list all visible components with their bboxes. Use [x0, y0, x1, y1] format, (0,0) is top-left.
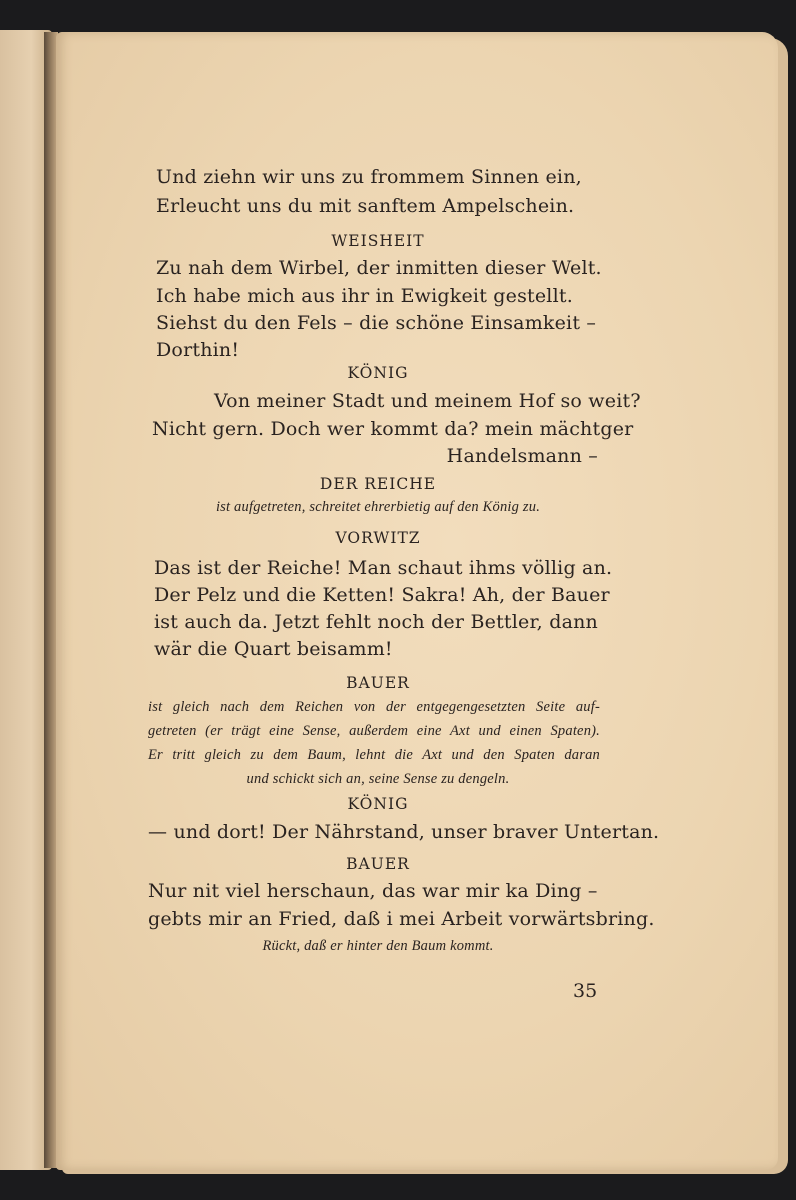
verse-line: — und dort! Der Nährstand, unser braver Untertan.: [148, 821, 660, 843]
speaker-name: KÖNIG: [347, 795, 409, 813]
speaker-name: VORWITZ: [335, 529, 421, 547]
speaker-name: KÖNIG: [347, 364, 409, 382]
verse-line: Von meiner Stadt und meinem Hof so weit?: [214, 390, 641, 412]
verse-line: Erleucht uns du mit sanftem Ampelschein.: [156, 195, 575, 217]
book-page: [56, 32, 778, 1170]
verse-line: Dorthin!: [156, 339, 240, 361]
verse-line: gebts mir an Fried, daß i mei Arbeit vorwärtsbring.: [148, 908, 655, 930]
verse-line: Nur nit viel herschaun, das war mir ka Ding –: [148, 880, 598, 902]
speaker-name: DER REICHE: [319, 475, 437, 493]
verse-line: Nicht gern. Doch wer kommt da? mein mächtger: [152, 418, 634, 440]
speaker-name: WEISHEIT: [331, 232, 425, 250]
stage-direction: Er tritt gleich zu dem Baum, lehnt die Axt und den Spaten daran: [148, 747, 600, 763]
page-number: 35: [573, 980, 598, 1002]
stage-direction: getreten (er trägt eine Sense, außerdem eine Axt und einen Spaten).: [148, 723, 600, 739]
verse-line: ist auch da. Jetzt fehlt noch der Bettler, dann: [154, 611, 598, 633]
verse-line: Das ist der Reiche! Man schaut ihms völlig an.: [154, 557, 613, 579]
speaker-name: BAUER: [346, 855, 410, 873]
verse-line: Der Pelz und die Ketten! Sakra! Ah, der Bauer: [154, 584, 610, 606]
verse-line: Ich habe mich aus ihr in Ewigkeit gestellt.: [156, 285, 573, 307]
stage-direction: und schickt sich an, seine Sense zu dengeln.: [246, 771, 510, 787]
verse-line: Siehst du den Fels – die schöne Einsamkeit –: [156, 312, 597, 334]
verse-line: Und ziehn wir uns zu frommem Sinnen ein,: [156, 166, 582, 188]
verse-line: Handelsmann –: [446, 445, 598, 467]
stage-direction: ist aufgetreten, schreitet ehrerbietig auf den König zu.: [215, 499, 541, 515]
verse-line: Zu nah dem Wirbel, der inmitten dieser Welt.: [156, 257, 602, 279]
verse-line: wär die Quart beisamm!: [154, 638, 393, 660]
speaker-name: BAUER: [346, 674, 410, 692]
stage-direction: Rückt, daß er hinter den Baum kommt.: [262, 938, 494, 954]
stage-direction: ist gleich nach dem Reichen von der entgegengesetzten Seite auf-: [148, 699, 600, 715]
